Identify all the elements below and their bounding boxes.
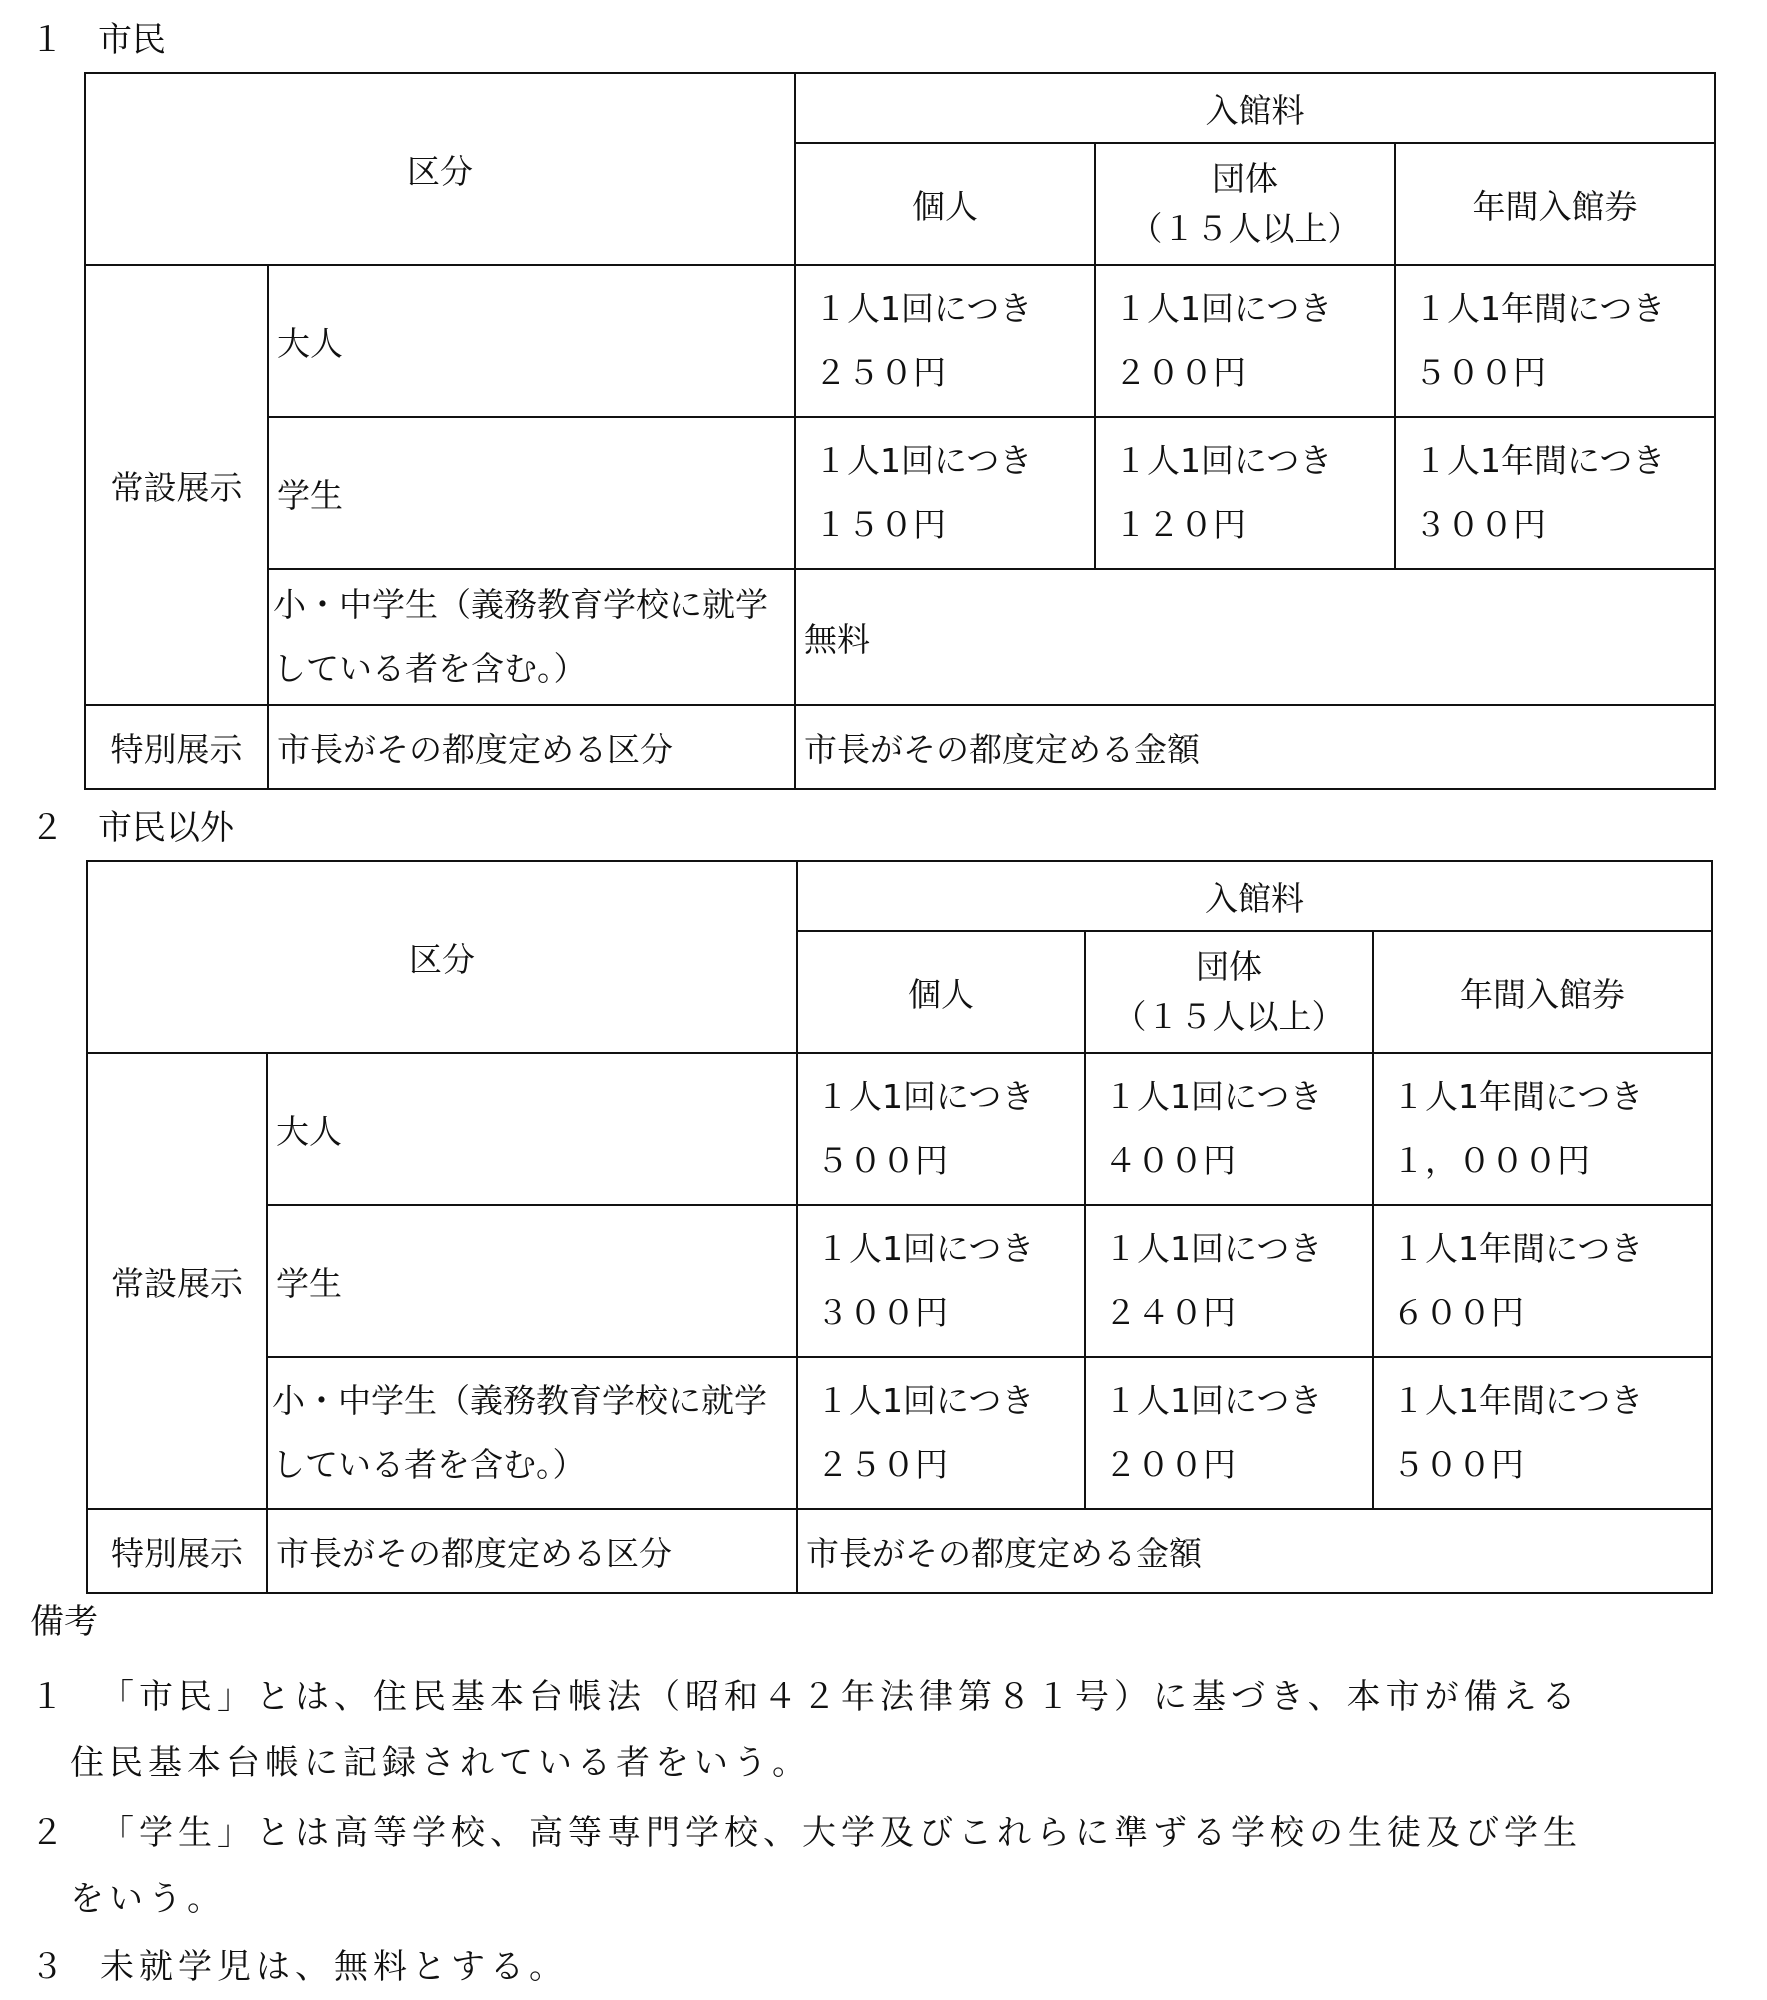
row-label-line2: している者を含む。）: [273, 649, 587, 688]
fee-amount: ４００円: [1104, 1141, 1236, 1180]
fee-unit: １人1回につき: [1104, 1381, 1323, 1420]
header-group-line2: （１５人以上）: [1113, 997, 1345, 1036]
fee-cell: [797, 1053, 1085, 1205]
note-text-line2: をいう。: [70, 1879, 226, 1919]
fee-unit: １人1年間につき: [1392, 1229, 1644, 1268]
fee-amount: １５０円: [814, 505, 946, 544]
fee-cell: [1085, 1053, 1373, 1205]
fee-amount: ５００円: [1414, 353, 1546, 392]
permanent-exhibit-label: 常設展示: [85, 265, 268, 705]
fee-unit: １人1回につき: [814, 441, 1033, 480]
fee-amount: ３００円: [1414, 505, 1546, 544]
row-label-line1: 小・中学生（義務教育学校に就学: [273, 585, 768, 624]
header-group-line2: （１５人以上）: [1129, 209, 1361, 248]
header-fee: 入館料: [797, 861, 1712, 931]
row-label: [268, 569, 795, 705]
row-label-line2: している者を含む。）: [272, 1445, 586, 1484]
note-item: [30, 1800, 1740, 1932]
fee-unit: １人1年間につき: [1392, 1381, 1644, 1420]
fee-unit: １人1回につき: [816, 1381, 1035, 1420]
header-annual: 年間入館券: [1395, 143, 1715, 265]
fee-cell: [1373, 1357, 1712, 1509]
note-text-line1: 未就学児は、無料とする。: [100, 1947, 568, 1987]
note-text-line1: 「市民」とは、住民基本台帳法（昭和４２年法律第８１号）に基づき、本市が備える: [100, 1677, 1581, 1717]
fee-cell: [797, 1205, 1085, 1357]
header-fee: 入館料: [795, 73, 1715, 143]
header-category: 区分: [87, 861, 797, 1053]
fee-cell: [795, 417, 1095, 569]
note-number: ２: [30, 1813, 69, 1853]
fee-amount: ６００円: [1392, 1293, 1524, 1332]
fee-amount: ２５０円: [814, 353, 946, 392]
special-exhibit-label: 特別展示: [87, 1509, 267, 1593]
table-row: [85, 265, 1715, 417]
row-label: 学生: [268, 417, 795, 569]
fee-unit: １人1回につき: [1114, 441, 1333, 480]
note-item: [30, 1664, 1740, 1796]
fee-unit: １人1年間につき: [1414, 289, 1666, 328]
permanent-exhibit-label: 常設展示: [87, 1053, 267, 1509]
fee-unit: １人1回につき: [816, 1077, 1035, 1116]
row-label: 大人: [267, 1053, 797, 1205]
fee-cell-free: 無料: [795, 569, 1715, 705]
table-row: [85, 705, 1715, 789]
notes-title: 備考: [30, 1602, 98, 1642]
table-row: [85, 417, 1715, 569]
header-group-line1: 団体: [1196, 947, 1262, 986]
fee-unit: １人1回につき: [1104, 1229, 1323, 1268]
special-category: 市長がその都度定める区分: [268, 705, 795, 789]
special-category: 市長がその都度定める区分: [267, 1509, 797, 1593]
fee-cell: [1085, 1205, 1373, 1357]
row-label: 大人: [268, 265, 795, 417]
section1-heading: １ 市民: [30, 20, 166, 60]
fee-amount: ５００円: [1392, 1445, 1524, 1484]
fee-cell: [795, 265, 1095, 417]
row-label: 学生: [267, 1205, 797, 1357]
header-individual: 個人: [797, 931, 1085, 1053]
fee-amount: １２０円: [1114, 505, 1246, 544]
fee-amount: １，０００円: [1392, 1141, 1590, 1180]
note-item: [30, 1934, 1740, 2000]
row-label-line1: 小・中学生（義務教育学校に就学: [272, 1381, 767, 1420]
fee-amount: ３００円: [816, 1293, 948, 1332]
note-text-line2: 住民基本台帳に記録されている者をいう。: [70, 1743, 811, 1783]
fee-cell: [1395, 265, 1715, 417]
fee-unit: １人1年間につき: [1392, 1077, 1644, 1116]
header-group: [1095, 143, 1395, 265]
fee-amount: ２００円: [1114, 353, 1246, 392]
table-row: [87, 1053, 1712, 1205]
row-label: [267, 1357, 797, 1509]
table-row: [87, 1509, 1712, 1593]
note-number: ３: [30, 1947, 69, 1987]
fee-cell: [1395, 417, 1715, 569]
fee-unit: １人1年間につき: [1414, 441, 1666, 480]
non-resident-fee-table: [86, 860, 1713, 1594]
header-group: [1085, 931, 1373, 1053]
header-individual: 個人: [795, 143, 1095, 265]
header-annual: 年間入館券: [1373, 931, 1712, 1053]
table-row: [87, 1205, 1712, 1357]
fee-cell: [1095, 265, 1395, 417]
fee-amount: ２４０円: [1104, 1293, 1236, 1332]
fee-cell: [1095, 417, 1395, 569]
fee-cell: [1085, 1357, 1373, 1509]
special-fee: 市長がその都度定める金額: [795, 705, 1715, 789]
fee-unit: １人1回につき: [1114, 289, 1333, 328]
header-category: 区分: [85, 73, 795, 265]
table-row: [85, 569, 1715, 705]
resident-fee-table: [84, 72, 1716, 790]
fee-cell: [1373, 1205, 1712, 1357]
special-fee: 市長がその都度定める金額: [797, 1509, 1712, 1593]
fee-unit: １人1回につき: [814, 289, 1033, 328]
fee-amount: ２００円: [1104, 1445, 1236, 1484]
header-group-line1: 団体: [1212, 159, 1278, 198]
fee-amount: ２５０円: [816, 1445, 948, 1484]
fee-amount: ５００円: [816, 1141, 948, 1180]
section2-heading: ２ 市民以外: [30, 808, 234, 848]
note-text-line1: 「学生」とは高等学校、高等専門学校、大学及びこれらに準ずる学校の生徒及び学生: [100, 1813, 1582, 1853]
table-row: [87, 1357, 1712, 1509]
fee-cell: [1373, 1053, 1712, 1205]
special-exhibit-label: 特別展示: [85, 705, 268, 789]
note-number: １: [30, 1677, 69, 1717]
fee-cell: [797, 1357, 1085, 1509]
fee-unit: １人1回につき: [816, 1229, 1035, 1268]
fee-unit: １人1回につき: [1104, 1077, 1323, 1116]
